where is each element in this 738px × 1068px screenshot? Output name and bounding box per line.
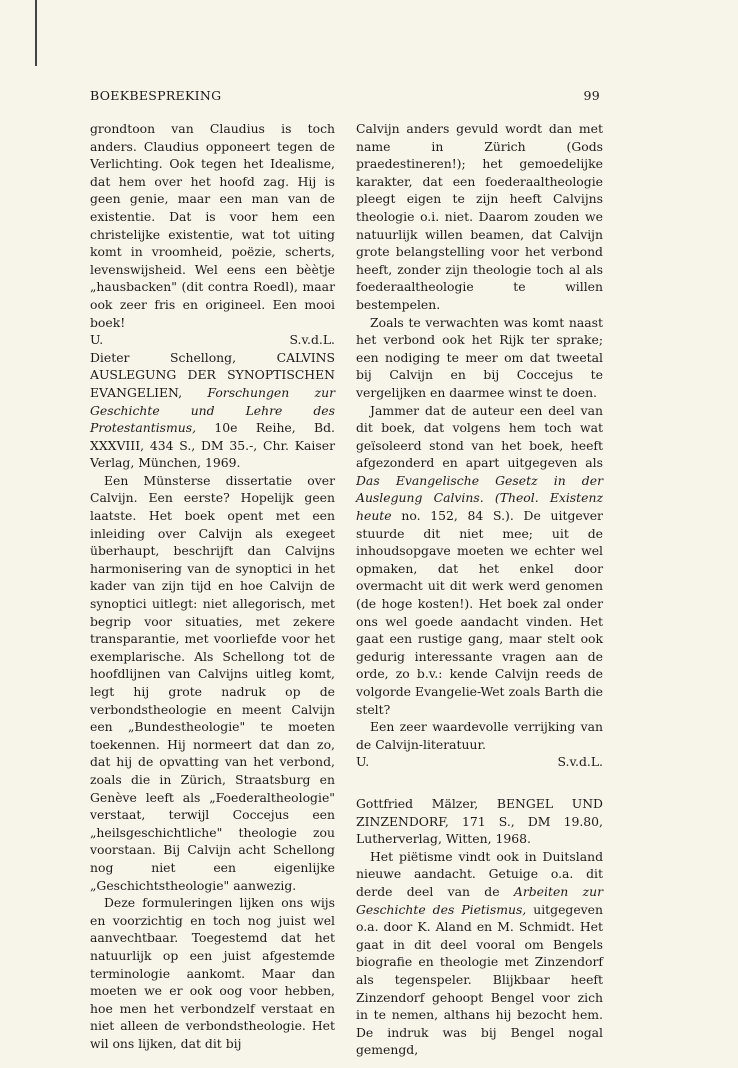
left-paragraph-2: Een Münsterse dissertatie over Calvijn. Een eerste? Hopelijk geen laatste. Het boek opent met een inleiding over Calvijn als exegeet überhaupt, beschrijft dan Calvijns harmonisering van de synoptici in het kader van zijn tijd en hoe Calvijn de synoptici uitlegt: niet allegorisch, met begrip voor situaties, met zekere transparantie, met voorliefde voor het exemplarische. Als Schellong tot de hoofdlijnen van Calvijns uitleg komt, legt hij grote nadruk op de verbondstheologie en meent Calvijn een „Bundestheologie" te moeten toekennen. Hij normeert dat dan zo, dat hij de opvatting van het verbond, zoals die in Zürich, Straatsburg en Genève leeft als „Foederaltheologie" verstaat, terwijl Coccejus een „heilsgeschichtliche" theologie zou voorstaan. Bij Calvijn acht Schellong nog niet een eigenlijke „Geschichtstheologie" aanwezig. xyxy=(90,472,335,893)
page-edge-line xyxy=(35,0,37,66)
right-column xyxy=(356,120,603,1059)
right-paragraph-3 xyxy=(356,402,603,719)
p3-book-title: Das Evangelische Gesetz in der Auslegung Calvins. xyxy=(356,472,603,506)
p5-text-a: Het piëtisme vindt ook in Duitsland nieuwe aandacht. Getuige o.a. dit derde deel van de xyxy=(356,848,603,899)
ref-details: 10e Reihe, Bd. XXXVIII, 434 S., DM 35.-, Chr. Kaiser Verlag, München, 1969. xyxy=(90,420,335,471)
ref-author-title: Dieter Schellong, CALVINS AUSLEGUNG DER SYNOPTISCHEN EVANGELIEN, xyxy=(90,349,335,400)
right-signature xyxy=(356,753,603,771)
right-paragraph-1: Calvijn anders gevuld wordt dan met name in Zürich (Gods praedestineren!); het gemoedelijke karakter, dat een foederaaltheologie pleegt eigen te zijn heeft Calvijns theologie o.i. niet. Daarom zouden we natuurlijk willen beamen, dat Calvijn grote belangstelling voor het verbond heeft, zonder zijn theologie toch al als foederaaltheologie te willen bestempelen. xyxy=(356,121,603,312)
p3-text-a: Jammer dat de auteur een deel van dit boek, dat volgens hem toch wat geïsoleerd stond van het boek, heeft afgezonderd en apart uitgegeven als xyxy=(356,402,603,471)
right-paragraph-5 xyxy=(356,848,603,1059)
page-number: 99 xyxy=(583,88,600,103)
left-column xyxy=(90,120,335,1052)
signature-initial: U. xyxy=(356,754,370,770)
signature-initial: U. xyxy=(90,332,104,348)
left-paragraph-1: grondtoon van Claudius is toch anders. Claudius opponeert tegen de Verlichting. Ook tegen het Idealisme, dat hem over het hoofd zag. Hij is geen genie, maar een man van de existentie. Dat is voor hem een christelijke existentie, wat tot uiting komt in vroomheid, poëzie, scherts, levenswijsheid. Wel eens een bèètje „hausbacken" (dit contra Roedl), maar ook zeer fris en origineel. Een mooi boek! xyxy=(90,121,335,330)
right-paragraph-2: Zoals te verwachten was komt naast het verbond ook het Rijk ter sprake; een nodiging te meer om dat tweetal bij Calvijn en bij Coccejus te vergelijken en daarmee winst te doen. xyxy=(356,314,603,400)
left-paragraph-3: Deze formuleringen lijken ons wijs en voorzichtig en toch nog juist wel aanvechtbaar. Toegestemd dat het natuurlijk op een juist afgestemde terminologie aankomt. Maar dan moeten we er ook oog voor hebben, hoe men het verbondzelf verstaat en niet alleen de verbondstheologie. Het wil ons lijken, dat dit bij xyxy=(90,895,335,1051)
signature-reviewer: S.v.d.L. xyxy=(289,332,335,348)
header-title: BOEKBESPREKING xyxy=(90,88,222,103)
p3-series: (Theol. Existenz heute xyxy=(356,490,603,524)
book-reference-malzer: Gottfried Mälzer, BENGEL UND ZINZENDORF, 171 S., DM 19.80, Lutherverlag, Witten, 1968. xyxy=(356,795,603,847)
p3-text-b: no. 152, 84 S.). De uitgever stuurde dit niet mee; uit de inhoudsopgave moeten we echter wel opmaken, dat het enkel door overmacht uit dit werk werd genomen (de hoge kosten!). Het boek zal onder ons wel goede aandacht vinden. Het gaat een rustige gang, maar stelt ook gedurig interessante vragen aan de orde, zo b.v.: kende Calvijn reeds de volgorde Evangelie-Wet zoals Barth die stelt? xyxy=(356,508,603,717)
book-reference-schellong xyxy=(90,349,335,472)
left-signature-1 xyxy=(90,331,335,349)
right-paragraph-4: Een zeer waardevolle verrijking van de Calvijn-literatuur. xyxy=(356,719,603,752)
p5-text-b: uitgegeven o.a. door K. Aland en M. Schmidt. Het gaat in dit deel vooral om Bengels biografie en theologie met Zinzendorf als tegenspeler. Blijkbaar heeft Zinzendorf gehoopt Bengel voor zich in te nemen, althans hij bezocht hem. De indruk was bij Bengel nogal gemengd, xyxy=(356,901,603,1058)
p5-series: Arbeiten zur Geschichte des Pietismus, xyxy=(356,883,603,917)
signature-reviewer: S.v.d.L. xyxy=(557,754,603,770)
ref-series: Forschungen zur Geschichte und Lehre des Protestantismus, xyxy=(90,384,335,436)
